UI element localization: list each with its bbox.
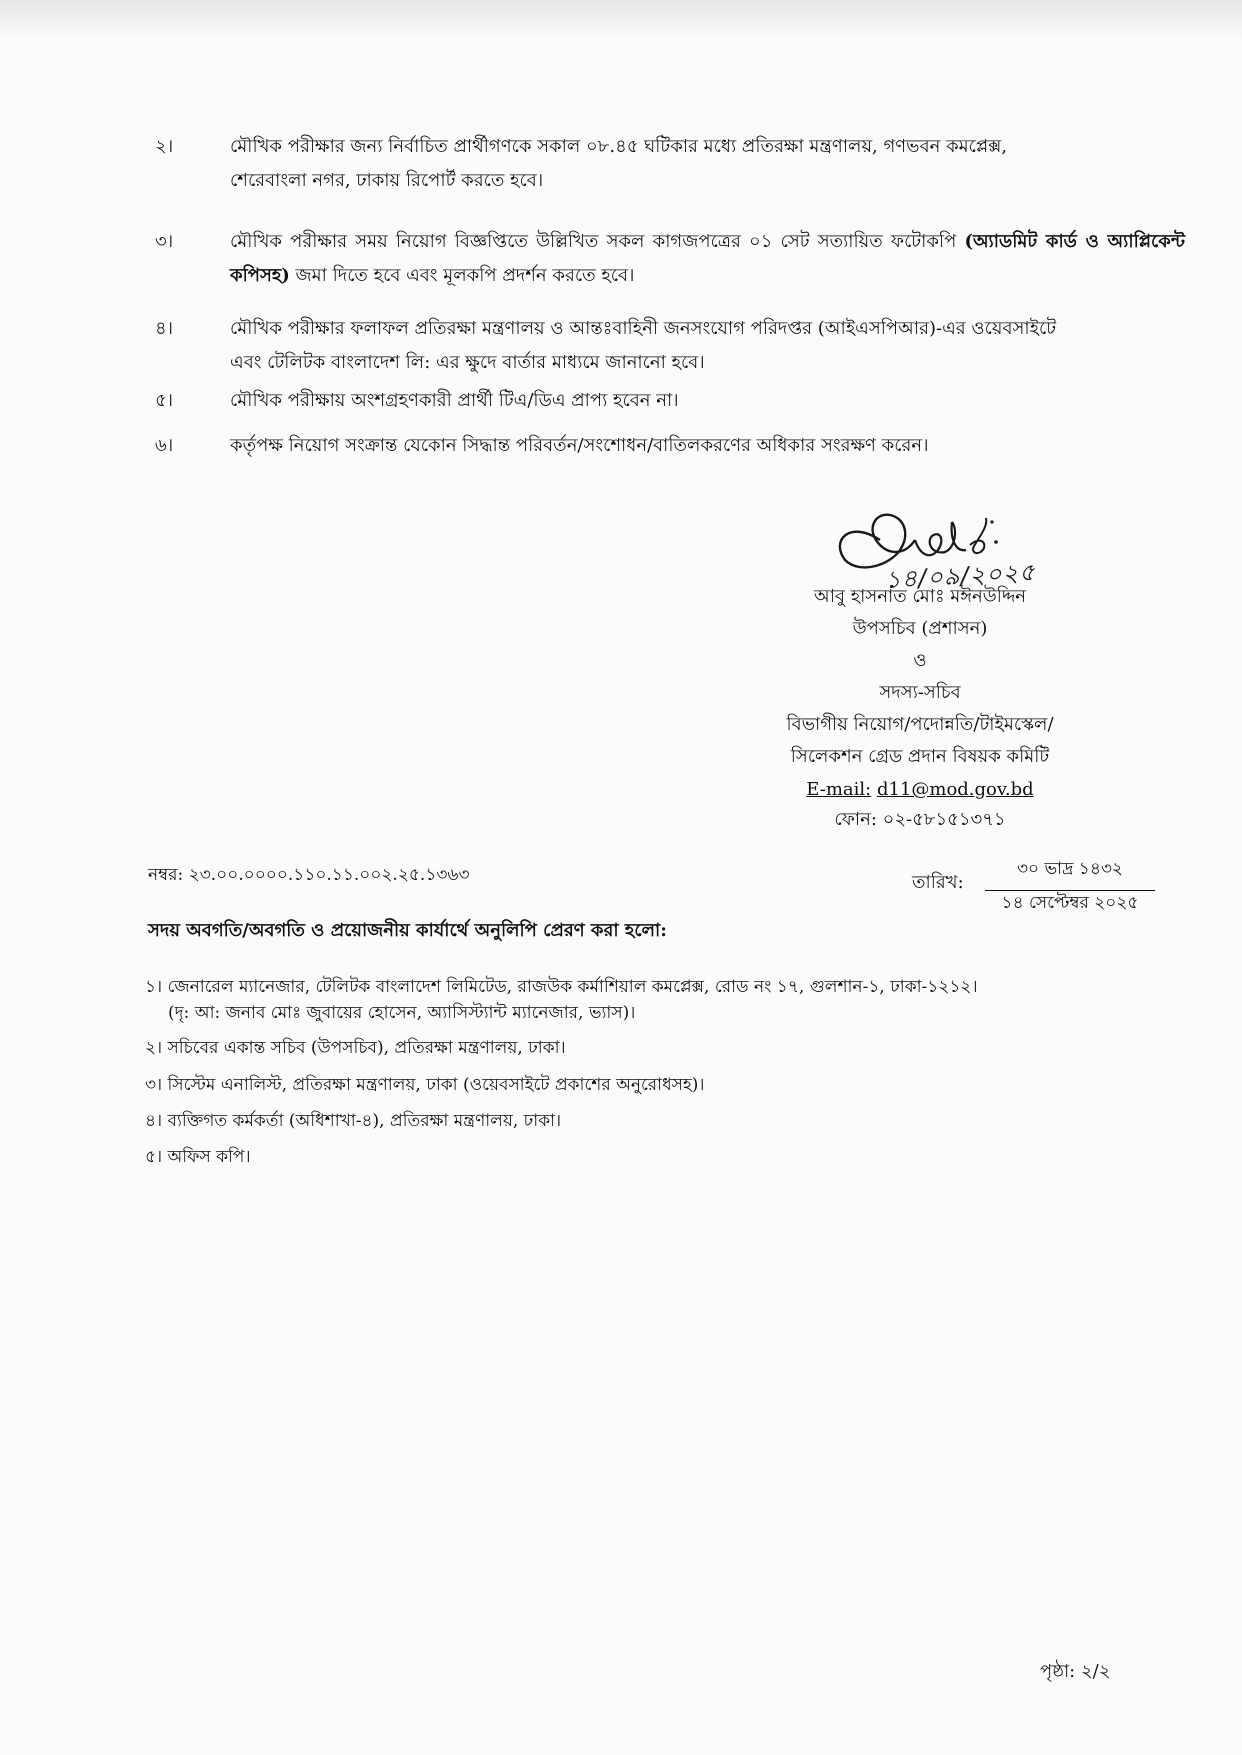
item-line: এবং টেলিটক বাংলাদেশ লি: এর ক্ষুদে বার্তার মাধ্যমে জানানো হবে। (230, 352, 705, 373)
item-line: মৌখিক পরীক্ষায় অংশগ্রহণকারী প্রার্থী টিএ/ডিএ প্রাপ্য হবেন না। (230, 390, 679, 411)
memo-number: নম্বর: ২৩.০০.০০০০.১১০.১১.০০২.২৫.১৩৬৩ (148, 865, 470, 885)
item-number: ৬। (155, 435, 174, 456)
item-text-part: জমা দিতে হবে এবং মূলকপি প্রদর্শন করতে হবে। (289, 265, 635, 286)
signatory-and: ও (913, 650, 927, 671)
item-text (230, 225, 1185, 293)
email-line (720, 775, 1120, 805)
item-text (230, 429, 1185, 463)
item-line: মৌখিক পরীক্ষার ফলাফল প্রতিরক্ষা মন্ত্রণালয় ও আন্তঃবাহিনী জনসংযোগ পরিদপ্তর (আইএসপিআর)-এর ওয়েবসাইটে (230, 318, 1057, 339)
item-number: ৫। (155, 390, 174, 411)
item-number: ২। (155, 136, 174, 157)
phone-number: ফোন: ০২-৫৮১৫১৩৭১ (834, 809, 1006, 830)
item-text (230, 312, 1185, 380)
page-number: পৃষ্ঠা: ২/২ (1040, 1661, 1111, 1682)
cc-item-note: (দৃ: আ: জনাব মোঃ জুবায়ের হোসেন, অ্যাসিস্ট্যান্ট ম্যানেজার, ভ্যাস)। (168, 1003, 636, 1023)
cc-item: ৫। অফিস কপি। (145, 1147, 251, 1167)
item-line: শেরেবাংলা নগর, ঢাকায় রিপোর্ট করতে হবে। (230, 170, 544, 191)
cc-heading: সদয় অবগতি/অবগতি ও প্রয়োজনীয় কার্যার্থে অনুলিপি প্রেরণ করা হলো: (148, 920, 667, 941)
item-line: কর্তৃপক্ষ নিয়োগ সংক্রান্ত যেকোন সিদ্ধান্ত পরিবর্তন/সংশোধন/বাতিলকরণের অধিকার সংরক্ষণ করেন। (230, 435, 929, 456)
item-text (230, 384, 1185, 418)
item-text (230, 130, 1185, 198)
signatory-name: আবু হাসনাত মোঃ মঈনউদ্দিন (813, 586, 1027, 607)
signatory-member: সদস্য-সচিব (879, 682, 961, 703)
item-number: ৩। (155, 231, 174, 252)
email-link[interactable]: d11@mod.gov.bd (876, 779, 1034, 800)
date-english: ১৪ সেপ্টেম্বর ২০২৫ (1001, 893, 1139, 913)
item-text-part: মৌখিক পরীক্ষার সময় নিয়োগ বিজ্ঞপ্তিতে উল্লিখিত সকল কাগজপত্রের ০১ সেট সত্যায়িত ফটোকপি (230, 231, 965, 252)
committee-line-1: বিভাগীয় নিয়োগ/পদোন্নতি/টাইমস্কেল/ (786, 714, 1054, 735)
cc-item: ১। জেনারেল ম্যানেজার, টেলিটক বাংলাদেশ লিমিটেড, রাজউক কর্মাশিয়াল কমপ্লেক্স, রোড নং ১৭, গুলশান-১, ঢাকা-১২১২। (145, 977, 978, 997)
cc-item: ২। সচিবের একান্ত সচিব (উপসচিব), প্রতিরক্ষা মন্ত্রণালয়, ঢাকা। (145, 1038, 566, 1058)
item-number: ৪। (155, 318, 174, 339)
signature-date: ১৪/০৯/২০২৫ (884, 558, 1037, 594)
item-line: মৌখিক পরীক্ষার জন্য নির্বাচিত প্রার্থীগণকে সকাল ০৮.৪৫ ঘটিকার মধ্যে প্রতিরক্ষা মন্ত্রণালয়, গণভবন কমপ্লেক্স, (230, 136, 1008, 157)
cc-item: ৪। ব্যক্তিগত কর্মকর্তা (অধিশাখা-৪), প্রতিরক্ষা মন্ত্রণালয়, ঢাকা। (145, 1111, 562, 1131)
date-label: তারিখ: (912, 872, 964, 893)
item-text-bold: (অ্যাডমিট কার্ড ও অ্যাপ্লিকেন্ট কপিসহ) (230, 231, 1185, 286)
date-bangla: ৩০ ভাদ্র ১৪৩২ (985, 856, 1155, 891)
cc-item: ৩। সিস্টেম এনালিস্ট, প্রতিরক্ষা মন্ত্রণালয়, ঢাকা (ওয়েবসাইটে প্রকাশের অনুরোধসহ)। (145, 1075, 705, 1095)
committee-line-2: সিলেকশন গ্রেড প্রদান বিষয়ক কমিটি (790, 746, 1050, 767)
signatory-designation: উপসচিব (প্রশাসন) (852, 618, 988, 639)
email-label: E-mail: (806, 779, 872, 800)
